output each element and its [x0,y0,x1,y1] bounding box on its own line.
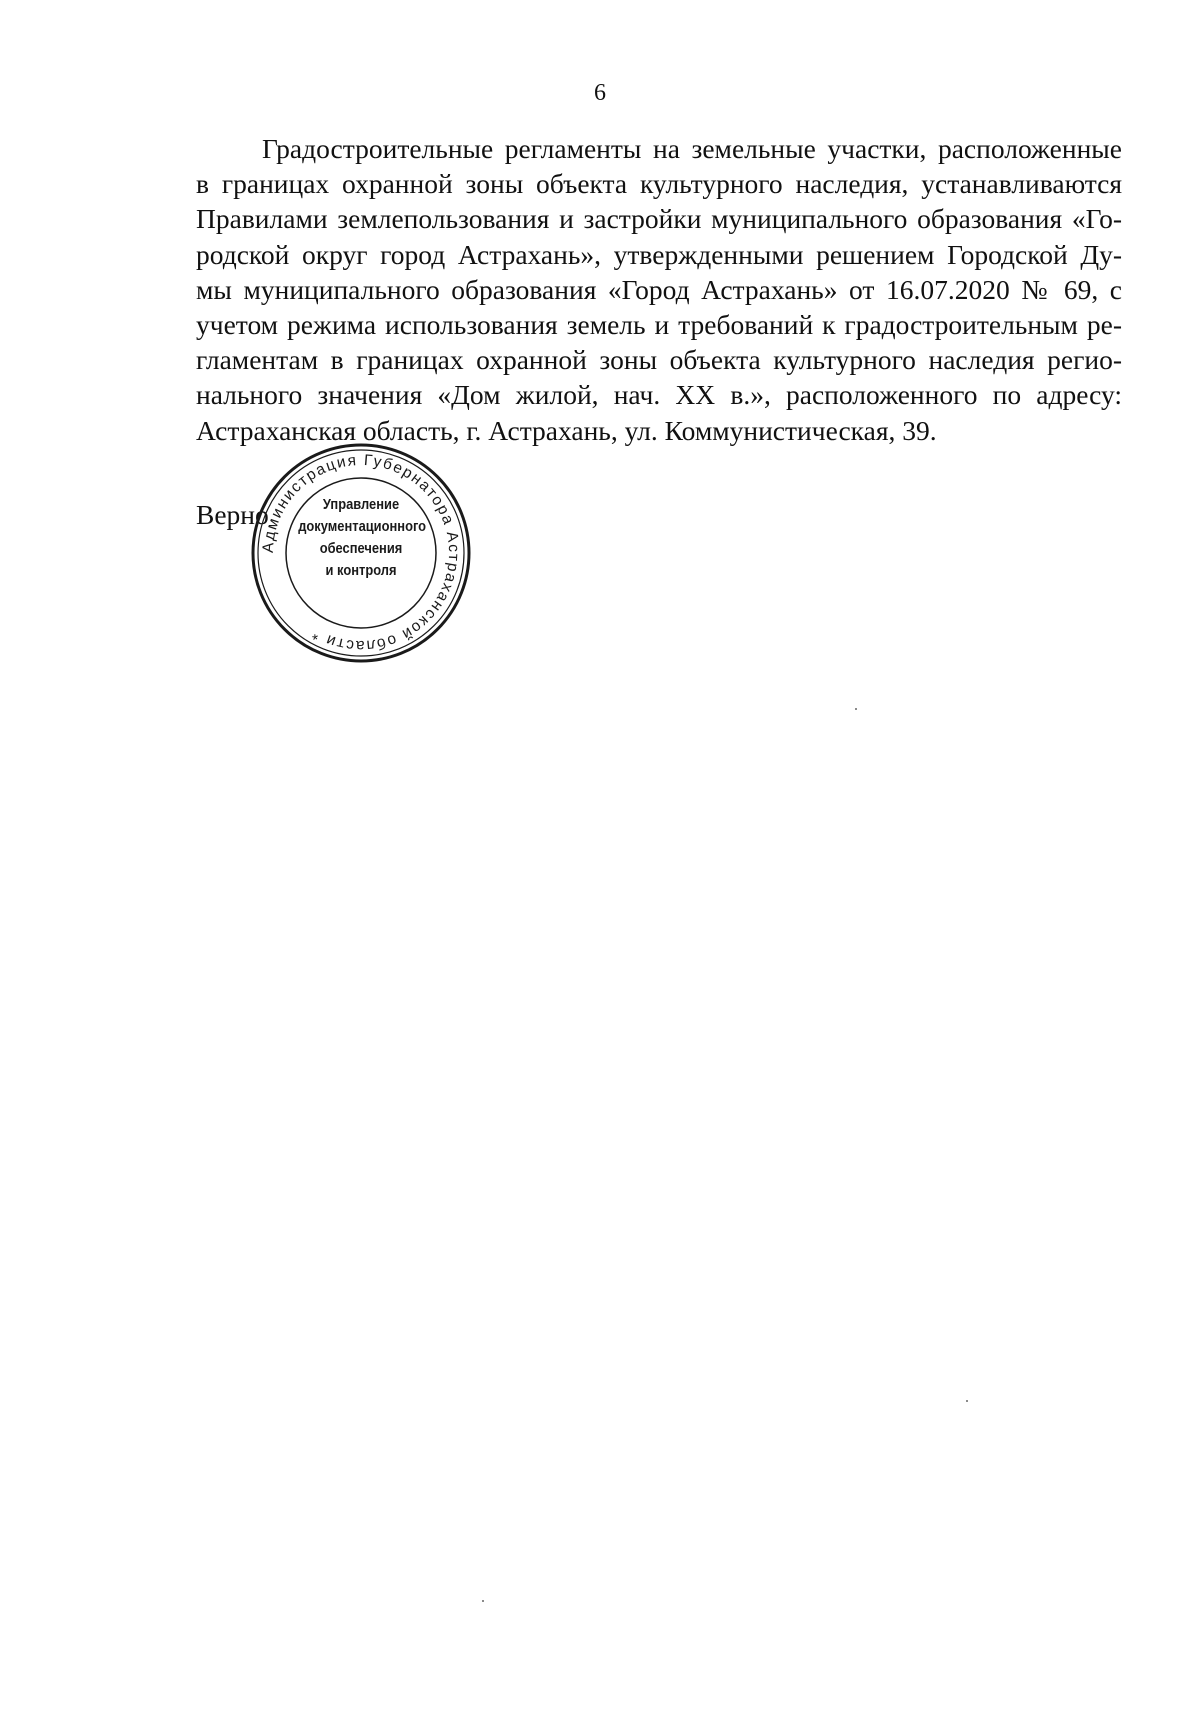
scan-speck [966,1400,968,1402]
seal-center-line: Управление [322,496,400,513]
official-seal-stamp [248,440,474,666]
paragraph-line: мы муниципального образования «Город Астрахань» от 16.07.2020 № 69, с [196,273,1122,305]
paragraph-line: учетом режима использования земель и требований к градостроительным ре- [196,309,1122,341]
seal-ring-textpath: Администрация Губернатора Астраханской области * [259,451,463,655]
paragraph-line: гламентам в границах охранной зоны объекта культурного наследия регио- [196,344,1122,376]
paragraph-line: нального значения «Дом жилой, нач. XX в.», расположенного по адресу: [196,379,1122,411]
paragraph-line: родской округ город Астрахань», утвержденными решением Городской Ду- [196,238,1122,270]
seal-center-line: документационного [298,518,427,535]
paragraph-line: Правилами землепользования и застройки муниципального образования «Го- [196,203,1122,235]
body-paragraph [196,131,1122,448]
page-number: 6 [594,80,606,106]
seal-center-text [298,494,427,582]
seal-center-line: и контроля [325,562,397,579]
paragraph-line: Градостроительные регламенты на земельные участки, расположенные [262,133,1122,164]
scan-speck [482,1600,484,1602]
scan-speck [855,708,857,710]
seal-center-line: обеспечения [319,540,403,557]
paragraph-line: Астраханская область, г. Астрахань, ул. Коммунистическая, 39. [196,414,937,446]
paragraph-line: в границах охранной зоны объекта культурного наследия, устанавливаются [196,168,1122,200]
certify-label: Верно [196,499,269,530]
